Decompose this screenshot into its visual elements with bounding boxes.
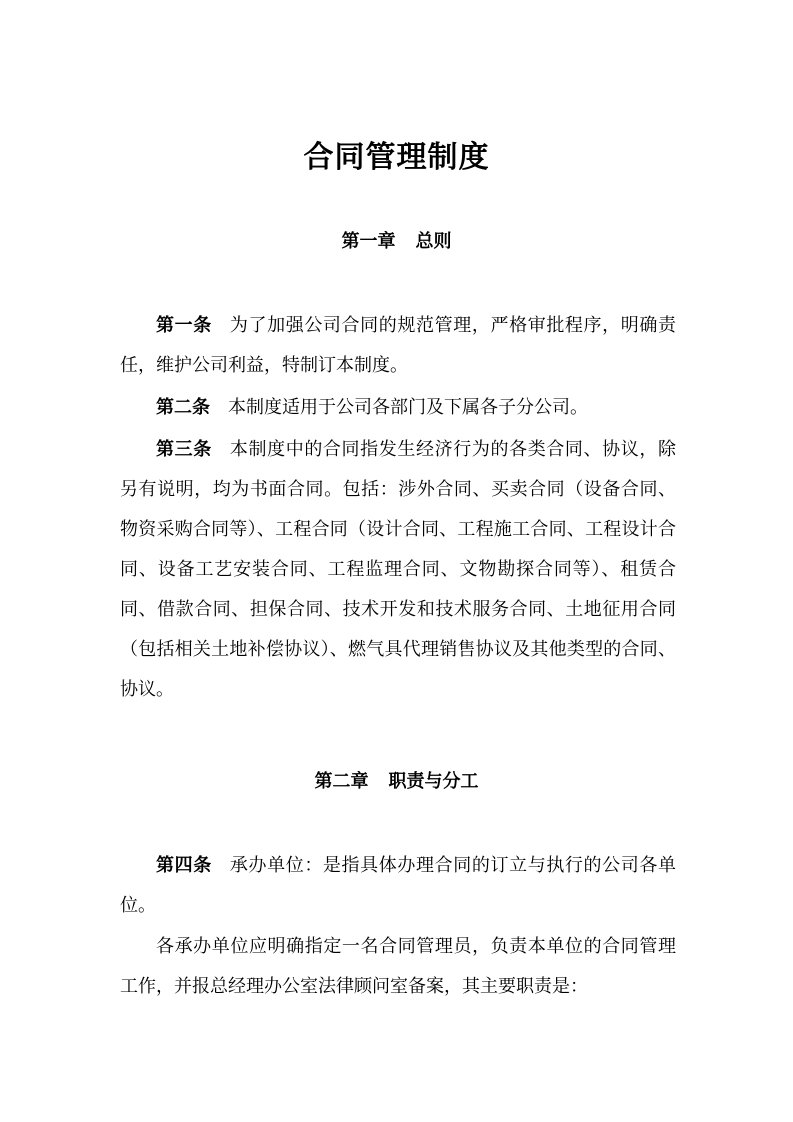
body-paragraph: 各承办单位应明确指定一名合同管理员，负责本单位的合同管理工作，并报总经理办公室法律顾问室备案，其主要职责是： bbox=[120, 936, 676, 997]
document-title: 合同管理制度 bbox=[303, 140, 490, 175]
article-text: 本制度中的合同指发生经济行为的各类合同、协议，除另有说明，均为书面合同。包括：涉外合同、买卖合同（设备合同、物资采购合同等）、工程合同（设计合同、工程施工合同、工程设计合同、设备工艺安装合同、工程监理合同、文物勘探合同等）、租赁合同、借款合同、担保合同、技术开发和技术服务合同、土地征用合同（包括相关土地补偿协议）、燃气具代理销售协议及其他类型的合同、协议。 bbox=[120, 439, 677, 700]
article-label: 第三条 bbox=[156, 439, 212, 460]
chapter-name: 职责与分工 bbox=[388, 771, 479, 792]
chapter-name: 总则 bbox=[415, 231, 452, 252]
article-paragraph bbox=[120, 388, 676, 428]
article-label: 第二条 bbox=[156, 397, 210, 418]
article-paragraph bbox=[120, 846, 676, 926]
article-paragraph bbox=[120, 430, 676, 710]
article-label: 第四条 bbox=[156, 855, 212, 876]
article-text: 承办单位：是指具体办理合同的订立与执行的公司各单位。 bbox=[120, 855, 677, 916]
chapter-heading-2 bbox=[0, 770, 793, 794]
chapter-number: 第一章 bbox=[341, 231, 396, 252]
article-text: 本制度适用于公司各部门及下属各子分公司。 bbox=[228, 397, 588, 418]
article-label: 第一条 bbox=[156, 315, 212, 336]
article-paragraph bbox=[120, 306, 676, 386]
chapter-heading-1 bbox=[0, 230, 793, 254]
article-text: 为了加强公司合同的规范管理，严格审批程序，明确责任，维护公司利益，特制订本制度。 bbox=[120, 315, 677, 376]
chapter-number: 第二章 bbox=[314, 771, 369, 792]
